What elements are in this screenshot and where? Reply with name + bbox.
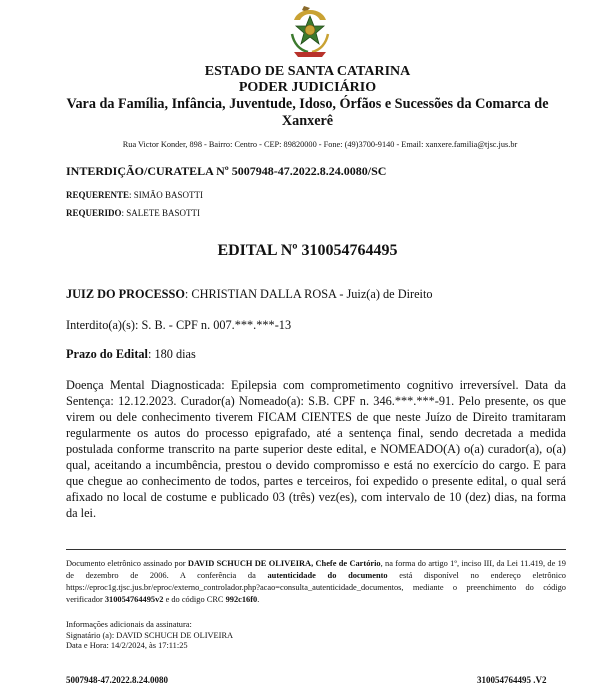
prazo-value: : 180 dias — [147, 347, 196, 361]
signature-text-2: , na forma do artigo 1º, inciso III, da Lei 11.419, de 19 de dezembro de 2006. A conferência da — [66, 559, 566, 580]
judge-line — [66, 286, 433, 302]
requerido-label: REQUERIDO — [66, 208, 122, 218]
court-heading: Vara da Família, Infância, Juventude, Idoso, Órfãos e Sucessões da Comarca de Xanxerê — [66, 96, 549, 129]
signer-name: DAVID SCHUCH DE OLIVEIRA, Chefe de Cartório — [187, 559, 381, 568]
footer-process-number: 5007948-47.2022.8.24.0080 — [66, 675, 168, 685]
requerido-value: : SALETE BASOTTI — [121, 208, 201, 218]
footer-document-code: 310054764495 .V2 — [477, 675, 547, 685]
crc-code: 992c16f0 — [225, 595, 258, 604]
signature-text-3: está disponível no endereço eletrônico https://eproc1g.tjsc.jus.br/eproc/externo_controlador.php?acao=consulta_autenticidade_documentos, mediante o preenchimento do código verificador — [66, 571, 566, 604]
authenticity-label: autenticidade do documento — [267, 571, 388, 580]
branch-heading: PODER JUDICIÁRIO — [238, 80, 377, 95]
requerente-line — [66, 189, 203, 201]
requerente-value: : SIMÃO BASOTTI — [129, 190, 204, 200]
state-heading: ESTADO DE SANTA CATARINA — [204, 64, 411, 79]
prazo-line — [66, 346, 196, 362]
signature-statement — [66, 558, 566, 606]
signature-info-date: Data e Hora: 14/2/2024, às 17:11:25 — [66, 641, 188, 650]
coat-of-arms-icon — [286, 4, 334, 60]
edital-title: EDITAL Nº 310054764495 — [217, 242, 398, 259]
signature-divider — [66, 549, 566, 550]
signature-info — [66, 620, 233, 652]
signature-text-4: e do código CRC — [163, 595, 226, 604]
requerido-line — [66, 207, 200, 219]
prazo-label: Prazo do Edital — [66, 347, 148, 361]
edital-body: Doença Mental Diagnosticada: Epilepsia com comprometimento cognitivo irreversível. Data da Sentença: 12.12.2023. Curador(a) Nomeado(a): S.B. CPF n. 346.***.***-91. Pelo presente, os que virem ou dele conhecimento tiverem FICAM CIENTES de que neste Juízo de Direito tramitaram regularmente os autos do processo epigrafado, até a sentença final, sendo decretada a medida postulada conforme transcrito na parte superior deste edital, e NOMEADO(A) o(a) curador(a), o(a) qual, aceitando a incumbência, prestou o devido compromisso e está no exercício do cargo. E para que chegue ao conhecimento de todos, partes e terceiros, foi expedido o presente edital, o qual será afixado no local de costume e publicado 03 (três) vez(es), com intervalo de 10 (dez) dias, na forma da lei. — [66, 378, 566, 520]
signature-info-title: Informações adicionais da assinatura: — [66, 620, 192, 629]
signature-text-5: . — [257, 595, 260, 604]
interdito-line: Interdito(a)(s): S. B. - CPF n. 007.***.***-13 — [66, 318, 292, 332]
case-title: INTERDIÇÃO/CURATELA Nº 5007948-47.2022.8.24.0080/SC — [66, 164, 387, 178]
court-address: Rua Victor Konder, 898 - Bairro: Centro - CEP: 89820000 - Fone: (49)3700-9140 - Email: xanxere.familia@tjsc.jus.br — [122, 140, 518, 149]
judge-value: : CHRISTIAN DALLA ROSA - Juiz(a) de Direito — [184, 287, 433, 301]
verification-code: 310054764495v2 — [104, 595, 164, 604]
signature-text-1: Documento eletrônico assinado por — [66, 559, 188, 568]
requerente-label: REQUERENTE — [66, 190, 130, 200]
judge-label: JUIZ DO PROCESSO — [66, 287, 185, 301]
signature-info-signer: Signatário (a): DAVID SCHUCH DE OLIVEIRA — [66, 630, 234, 640]
